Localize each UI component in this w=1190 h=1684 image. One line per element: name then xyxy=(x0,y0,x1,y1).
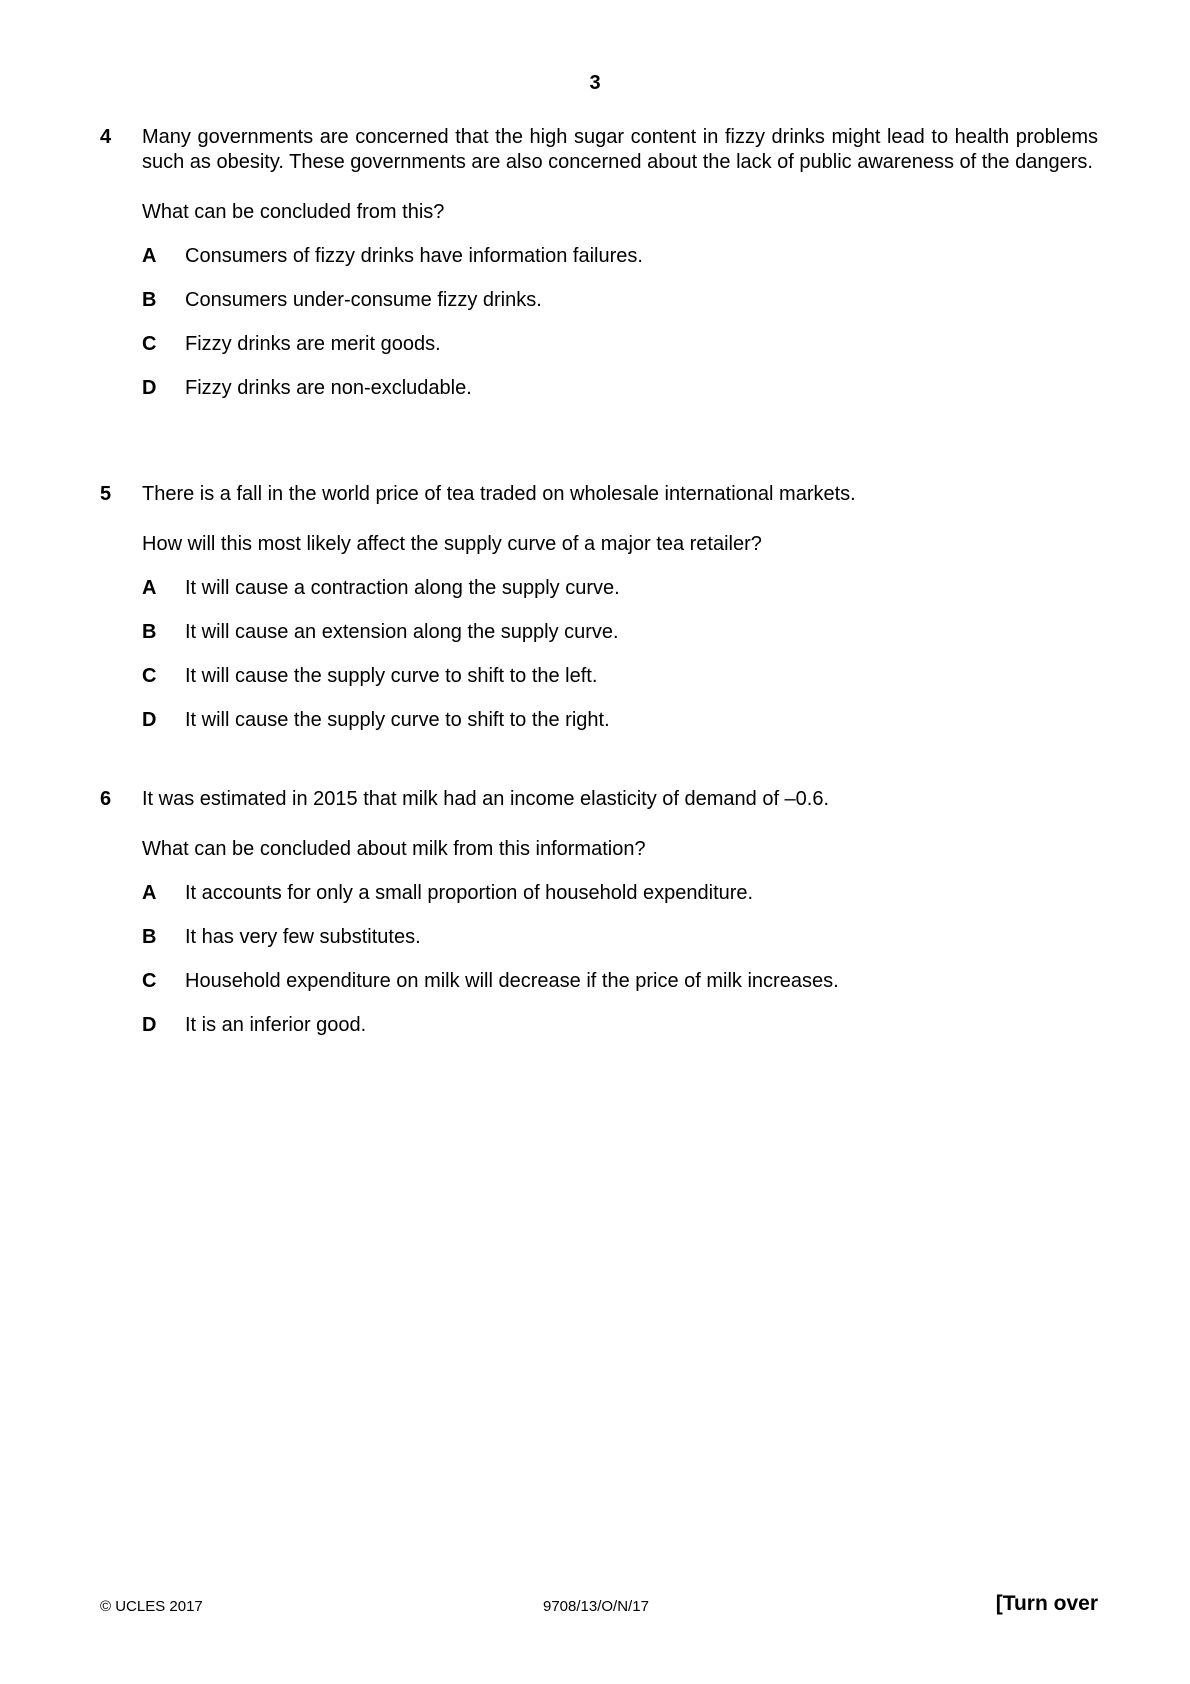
option-letter: A xyxy=(142,577,157,599)
option-b xyxy=(142,620,1098,645)
option-text: It has very few substitutes. xyxy=(185,926,421,948)
option-b xyxy=(142,925,1098,950)
option-text: Fizzy drinks are non-excludable. xyxy=(185,377,472,399)
option-letter: D xyxy=(142,377,157,399)
question-prompt: What can be concluded about milk from this information? xyxy=(142,838,646,860)
question-number: 5 xyxy=(100,483,112,505)
question-prompt: What can be concluded from this? xyxy=(142,201,445,223)
option-text: It will cause the supply curve to shift to the right. xyxy=(185,709,610,731)
option-c xyxy=(142,969,1098,994)
option-b xyxy=(142,288,1098,313)
option-a xyxy=(142,244,1098,269)
option-text: It is an inferior good. xyxy=(185,1014,367,1036)
question-stem: There is a fall in the world price of tea traded on wholesale international markets. xyxy=(142,483,856,505)
option-a xyxy=(142,576,1098,601)
turn-over-note: [Turn over xyxy=(995,1592,1098,1615)
option-d xyxy=(142,376,1098,401)
option-letter: B xyxy=(142,926,157,948)
option-d xyxy=(142,1013,1098,1038)
option-letter: A xyxy=(142,245,157,267)
option-text: Fizzy drinks are merit goods. xyxy=(185,333,441,355)
option-letter: B xyxy=(142,289,157,311)
option-d xyxy=(142,708,1098,733)
option-letter: D xyxy=(142,1014,157,1036)
option-letter: D xyxy=(142,709,157,731)
option-text: It will cause a contraction along the supply curve. xyxy=(185,577,620,599)
option-c xyxy=(142,664,1098,689)
option-text: Household expenditure on milk will decrease if the price of milk increases. xyxy=(185,970,839,992)
copyright-notice: © UCLES 2017 xyxy=(100,1598,203,1615)
option-c xyxy=(142,332,1098,357)
option-text: It will cause the supply curve to shift to the left. xyxy=(185,665,598,687)
question-4 xyxy=(100,125,1098,420)
question-stem: It was estimated in 2015 that milk had an income elasticity of demand of –0.6. xyxy=(142,788,830,810)
paper-code: 9708/13/O/N/17 xyxy=(543,1598,649,1615)
page-footer xyxy=(100,1592,1098,1620)
question-5 xyxy=(100,482,1098,752)
question-number: 6 xyxy=(100,788,112,810)
answer-options xyxy=(142,576,1098,733)
question-stem: Many governments are concerned that the high sugar content in fizzy drinks might lead to health problems such as obesity. These governments are also concerned about the lack of public awareness of the dangers. xyxy=(142,126,1098,173)
option-letter: A xyxy=(142,882,157,904)
answer-options xyxy=(142,881,1098,1038)
option-letter: C xyxy=(142,333,157,355)
option-letter: C xyxy=(142,970,157,992)
answer-options xyxy=(142,244,1098,401)
option-text: It will cause an extension along the supply curve. xyxy=(185,621,619,643)
page-number: 3 xyxy=(589,72,601,94)
option-letter: B xyxy=(142,621,157,643)
option-text: It accounts for only a small proportion of household expenditure. xyxy=(185,882,754,904)
option-text: Consumers under-consume fizzy drinks. xyxy=(185,289,542,311)
question-number: 4 xyxy=(100,126,112,148)
option-text: Consumers of fizzy drinks have information failures. xyxy=(185,245,643,267)
option-a xyxy=(142,881,1098,906)
option-letter: C xyxy=(142,665,157,687)
question-prompt: How will this most likely affect the supply curve of a major tea retailer? xyxy=(142,533,762,555)
question-6 xyxy=(100,787,1098,1057)
